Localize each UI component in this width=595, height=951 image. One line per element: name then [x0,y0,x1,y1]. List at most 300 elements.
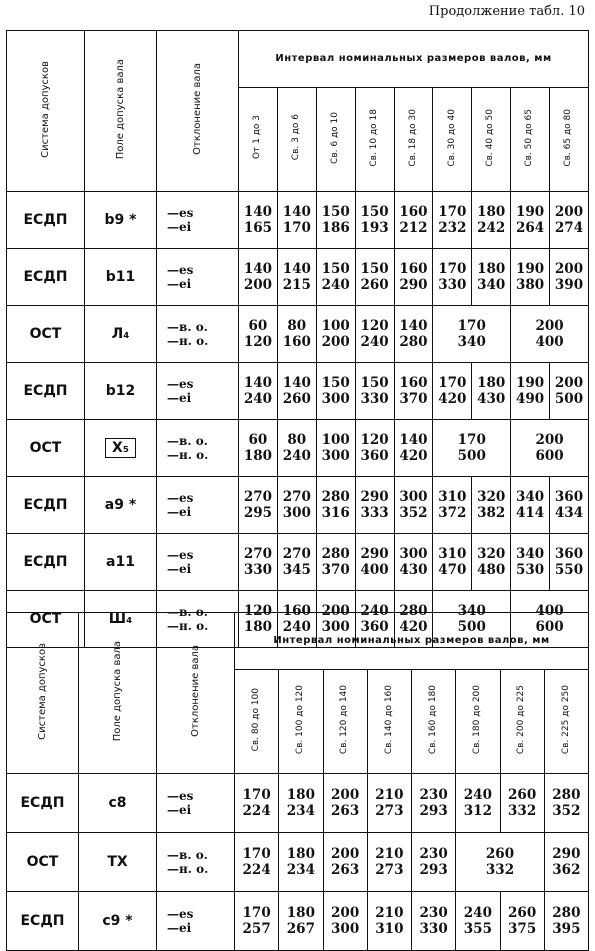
value-cell [323,833,367,892]
upper-value: 160 [399,203,428,220]
value-cell [277,534,316,591]
value-cell [239,534,278,591]
table-row [7,477,589,534]
upper-value: 280 [321,545,350,562]
upper-value: 150 [321,374,350,391]
interval-col: Св. 120 до 140 [323,670,367,774]
upper-value: 80 [287,317,307,334]
value-cell [355,363,394,420]
system-cell: ЕСДП [7,534,85,591]
lower-value: 600 [535,619,564,635]
deviation-cell [157,892,235,951]
value-cell [511,420,589,477]
deviation-upper: —в. о. [167,433,208,448]
deviation-upper: —es [167,547,194,562]
system-cell: ЕСДП [7,477,85,534]
upper-value: 300 [399,545,428,562]
value-cell [316,363,355,420]
lower-value: 295 [243,505,273,521]
value-cell [355,534,394,591]
lower-value: 480 [477,562,506,578]
deviation-upper: —es [167,376,194,391]
value-cell [394,192,433,249]
deviation-lower: —ei [167,277,192,291]
lower-value: 300 [321,448,350,464]
lower-value: 400 [360,562,389,578]
field-label: c9 * [102,913,133,929]
table-row [7,306,589,363]
upper-value: 310 [438,545,467,562]
upper-value: 270 [282,545,311,562]
lower-value: 375 [508,921,537,937]
lower-value: 165 [243,220,273,236]
upper-value: 230 [419,845,448,862]
upper-value: 210 [375,904,404,921]
value-cell [355,249,394,306]
value-cell [239,306,278,363]
field-label: a9 * [104,497,137,513]
upper-value: 140 [282,203,311,220]
deviation-cell [157,833,235,892]
value-cell [235,833,279,892]
value-cell [511,192,550,249]
upper-value: 180 [477,374,506,391]
lower-value: 273 [375,803,404,819]
lower-value: 550 [554,562,584,578]
table-row [7,534,589,591]
field-label: Л₄ [111,326,130,342]
value-cell [433,249,472,306]
table-row [7,192,589,249]
lower-value: 273 [375,862,404,878]
lower-value: 274 [554,220,584,236]
lower-value: 180 [243,448,273,464]
value-cell [472,192,511,249]
interval-col: Св. 3 до 6 [277,88,316,192]
deviation-cell [157,477,239,534]
lower-value: 293 [419,803,448,819]
lower-value: 345 [282,562,311,578]
lower-value: 280 [399,334,428,350]
value-cell [433,477,472,534]
lower-value: 370 [399,391,428,407]
system-cell: ОСТ [7,420,85,477]
lower-value: 352 [552,803,581,819]
upper-value: 200 [331,786,360,803]
interval-col: Св. 160 до 180 [412,670,456,774]
lower-value: 382 [477,505,506,521]
interval-col: Св. 50 до 65 [511,88,550,192]
upper-value: 260 [508,786,537,803]
value-cell [316,306,355,363]
lower-value: 180 [243,619,273,635]
value-cell [511,363,550,420]
lower-value: 224 [242,862,271,878]
lower-value: 240 [321,277,350,293]
lower-value: 330 [438,277,467,293]
lower-value: 414 [515,505,545,521]
lower-value: 263 [331,803,360,819]
lower-value: 234 [286,862,315,878]
value-cell [511,477,550,534]
upper-value: 210 [375,845,404,862]
lower-value: 430 [477,391,506,407]
lower-value: 530 [515,562,545,578]
lower-value: 470 [438,562,467,578]
lower-value: 420 [438,391,467,407]
upper-value: 190 [515,203,545,220]
lower-value: 395 [552,921,581,937]
value-cell [394,477,433,534]
system-cell: ЕСДП [7,249,85,306]
value-cell [550,249,589,306]
upper-value: 230 [419,904,448,921]
deviation-upper: —в. о. [167,319,208,334]
upper-value: 200 [331,845,360,862]
lower-value: 215 [282,277,311,293]
value-cell [433,534,472,591]
upper-value: 200 [331,904,360,921]
value-cell [472,477,511,534]
upper-value: 200 [535,431,564,448]
upper-value: 240 [360,602,389,619]
upper-value: 340 [515,488,545,505]
upper-value: 340 [457,602,486,619]
upper-value: 190 [515,260,545,277]
upper-value: 180 [286,786,315,803]
upper-value: 170 [242,845,271,862]
upper-value: 160 [399,260,428,277]
lower-value: 260 [282,391,311,407]
upper-value: 150 [360,260,389,277]
value-cell [367,774,411,833]
header-field: Поле допуска вала [79,613,157,774]
value-cell [511,534,550,591]
upper-value: 280 [321,488,350,505]
value-cell [511,249,550,306]
table-row [7,363,589,420]
table-row [7,892,589,951]
lower-value: 390 [554,277,584,293]
header-field: Поле допуска вала [85,31,157,192]
field-label: a11 [106,554,135,570]
lower-value: 355 [463,921,492,937]
upper-value: 360 [554,488,584,505]
deviation-cell [157,249,239,306]
value-cell [472,363,511,420]
deviation-cell [157,306,239,363]
upper-value: 120 [360,431,389,448]
upper-value: 150 [360,203,389,220]
interval-col: Св. 30 до 40 [433,88,472,192]
value-cell [239,363,278,420]
interval-col: Св. 180 до 200 [456,670,500,774]
upper-value: 100 [321,317,350,334]
value-cell [394,534,433,591]
value-cell [394,420,433,477]
field-cell [85,534,157,591]
field-cell [85,306,157,363]
system-cell: ОСТ [7,591,85,648]
lower-value: 232 [438,220,467,236]
table-caption: Продолжение табл. 10 [428,4,585,19]
value-cell [394,363,433,420]
upper-value: 80 [287,431,307,448]
upper-value: 140 [243,203,273,220]
deviation-lower: —ei [167,391,192,405]
lower-value: 600 [535,448,564,464]
lower-value: 212 [399,220,428,236]
upper-value: 290 [552,845,581,862]
upper-value: 300 [399,488,428,505]
upper-value: 260 [508,904,537,921]
interval-col: Св. 225 до 250 [544,670,588,774]
value-cell [544,833,588,892]
deviation-lower: —ei [167,803,192,817]
table-row [7,249,589,306]
header-system: Система допусков [7,613,79,774]
upper-value: 140 [282,374,311,391]
value-cell [239,420,278,477]
deviation-upper: —в. о. [167,847,208,862]
lower-value: 242 [477,220,506,236]
upper-value: 140 [399,317,428,334]
lower-value: 360 [360,448,389,464]
upper-value: 240 [463,904,492,921]
table-row [7,833,589,892]
lower-value: 300 [331,921,360,937]
lower-value: 400 [535,334,564,350]
upper-value: 180 [286,845,315,862]
lower-value: 193 [360,220,389,236]
upper-value: 310 [438,488,467,505]
value-cell [279,774,323,833]
header-system: Система допусков [7,31,85,192]
lower-value: 430 [399,562,428,578]
upper-value: 200 [554,260,584,277]
table-row [7,420,589,477]
upper-value: 140 [243,374,273,391]
value-cell [544,774,588,833]
interval-col: Св. 200 до 225 [500,670,544,774]
value-cell [456,774,500,833]
lower-value: 330 [419,921,448,937]
upper-value: 280 [399,602,428,619]
value-cell [472,534,511,591]
upper-value: 150 [321,203,350,220]
field-label: ТХ [107,854,128,870]
lower-value: 370 [321,562,350,578]
value-cell [316,420,355,477]
upper-value: 180 [286,904,315,921]
system-cell: ЕСДП [7,892,79,951]
value-cell [277,249,316,306]
interval-col: Св. 10 до 18 [355,88,394,192]
value-cell [277,477,316,534]
lower-value: 264 [515,220,545,236]
upper-value: 200 [535,317,564,334]
upper-value: 240 [463,786,492,803]
deviation-upper: —es [167,490,194,505]
upper-value: 170 [457,431,486,448]
deviation-lower: —ei [167,921,192,935]
lower-value: 500 [554,391,584,407]
lower-value: 362 [552,862,581,878]
interval-col: Св. 6 до 10 [316,88,355,192]
lower-value: 332 [485,862,515,878]
lower-value: 330 [243,562,273,578]
field-cell [85,420,157,477]
upper-value: 160 [399,374,428,391]
value-cell [456,892,500,951]
value-cell [355,306,394,363]
deviation-cell [157,774,235,833]
upper-value: 290 [360,488,389,505]
value-cell [323,774,367,833]
interval-col: Св. 140 до 160 [367,670,411,774]
upper-value: 60 [248,431,268,448]
lower-value: 267 [286,921,315,937]
value-cell [394,306,433,363]
interval-col: Св. 18 до 30 [394,88,433,192]
lower-value: 240 [243,391,273,407]
upper-value: 200 [554,203,584,220]
value-cell [277,306,316,363]
upper-value: 340 [515,545,545,562]
upper-value: 320 [477,545,506,562]
value-cell [323,892,367,951]
interval-col: Св. 100 до 120 [279,670,323,774]
lower-value: 160 [282,334,311,350]
lower-value: 263 [331,862,360,878]
lower-value: 340 [457,334,486,350]
lower-value: 340 [477,277,506,293]
lower-value: 420 [399,619,428,635]
lower-value: 200 [243,277,273,293]
value-cell [500,892,544,951]
lower-value: 224 [242,803,271,819]
lower-value: 234 [286,803,315,819]
value-cell [433,420,511,477]
lower-value: 120 [243,334,273,350]
value-cell [433,363,472,420]
field-cell [85,477,157,534]
value-cell [544,892,588,951]
interval-col: Св. 65 до 80 [550,88,589,192]
lower-value: 434 [554,505,584,521]
lower-value: 310 [375,921,404,937]
upper-value: 100 [321,431,350,448]
field-cell [79,833,157,892]
value-cell [550,534,589,591]
upper-value: 290 [360,545,389,562]
deviation-lower: —н. о. [167,334,209,348]
value-cell [316,192,355,249]
field-label: b9 * [104,212,137,228]
field-label: c8 [108,795,127,811]
system-cell: ОСТ [7,833,79,892]
value-cell [412,833,456,892]
lower-value: 240 [282,448,311,464]
value-cell [355,420,394,477]
lower-value: 352 [399,505,428,521]
interval-col: Св. 40 до 50 [472,88,511,192]
value-cell [277,363,316,420]
deviation-lower: —ei [167,562,192,576]
value-cell [239,477,278,534]
deviation-cell [157,420,239,477]
system-cell: ЕСДП [7,363,85,420]
system-cell: ЕСДП [7,774,79,833]
lower-value: 257 [242,921,271,937]
upper-value: 270 [243,545,273,562]
upper-value: 190 [515,374,545,391]
value-cell [277,192,316,249]
upper-value: 270 [282,488,311,505]
field-cell [85,363,157,420]
value-cell [316,534,355,591]
interval-col: Св. 80 до 100 [235,670,279,774]
value-cell [511,306,589,363]
field-cell [85,192,157,249]
upper-value: 120 [243,602,273,619]
value-cell [367,892,411,951]
lower-value: 500 [457,619,486,635]
lower-value: 332 [508,803,537,819]
value-cell [279,833,323,892]
deviation-upper: —es [167,906,194,921]
deviation-upper: —в. о. [167,604,208,619]
header-interval: Интервал номинальных размеров валов, мм [235,613,589,670]
value-cell [394,249,433,306]
deviation-lower: —н. о. [167,619,209,633]
upper-value: 160 [282,602,311,619]
lower-value: 290 [399,277,428,293]
field-cell [85,249,157,306]
lower-value: 240 [360,334,389,350]
upper-value: 170 [242,786,271,803]
deviation-lower: —ei [167,220,192,234]
system-cell: ЕСДП [7,192,85,249]
deviation-cell [157,534,239,591]
lower-value: 186 [321,220,350,236]
field-label: b11 [105,269,136,285]
upper-value: 200 [554,374,584,391]
tolerance-table-2 [6,612,589,951]
value-cell [235,774,279,833]
lower-value: 293 [419,862,448,878]
upper-value: 400 [535,602,564,619]
value-cell [412,892,456,951]
upper-value: 60 [248,317,268,334]
header-deviation: Отклонение вала [157,31,239,192]
upper-value: 170 [438,203,467,220]
value-cell [277,420,316,477]
lower-value: 500 [457,448,486,464]
deviation-upper: —es [167,205,194,220]
header-deviation: Отклонение вала [157,613,235,774]
value-cell [279,892,323,951]
upper-value: 140 [243,260,273,277]
system-cell: ОСТ [7,306,85,363]
value-cell [355,477,394,534]
upper-value: 260 [485,845,515,862]
lower-value: 316 [321,505,350,521]
lower-value: 380 [515,277,545,293]
deviation-cell [157,363,239,420]
value-cell [239,192,278,249]
tolerance-table-1 [6,30,589,648]
